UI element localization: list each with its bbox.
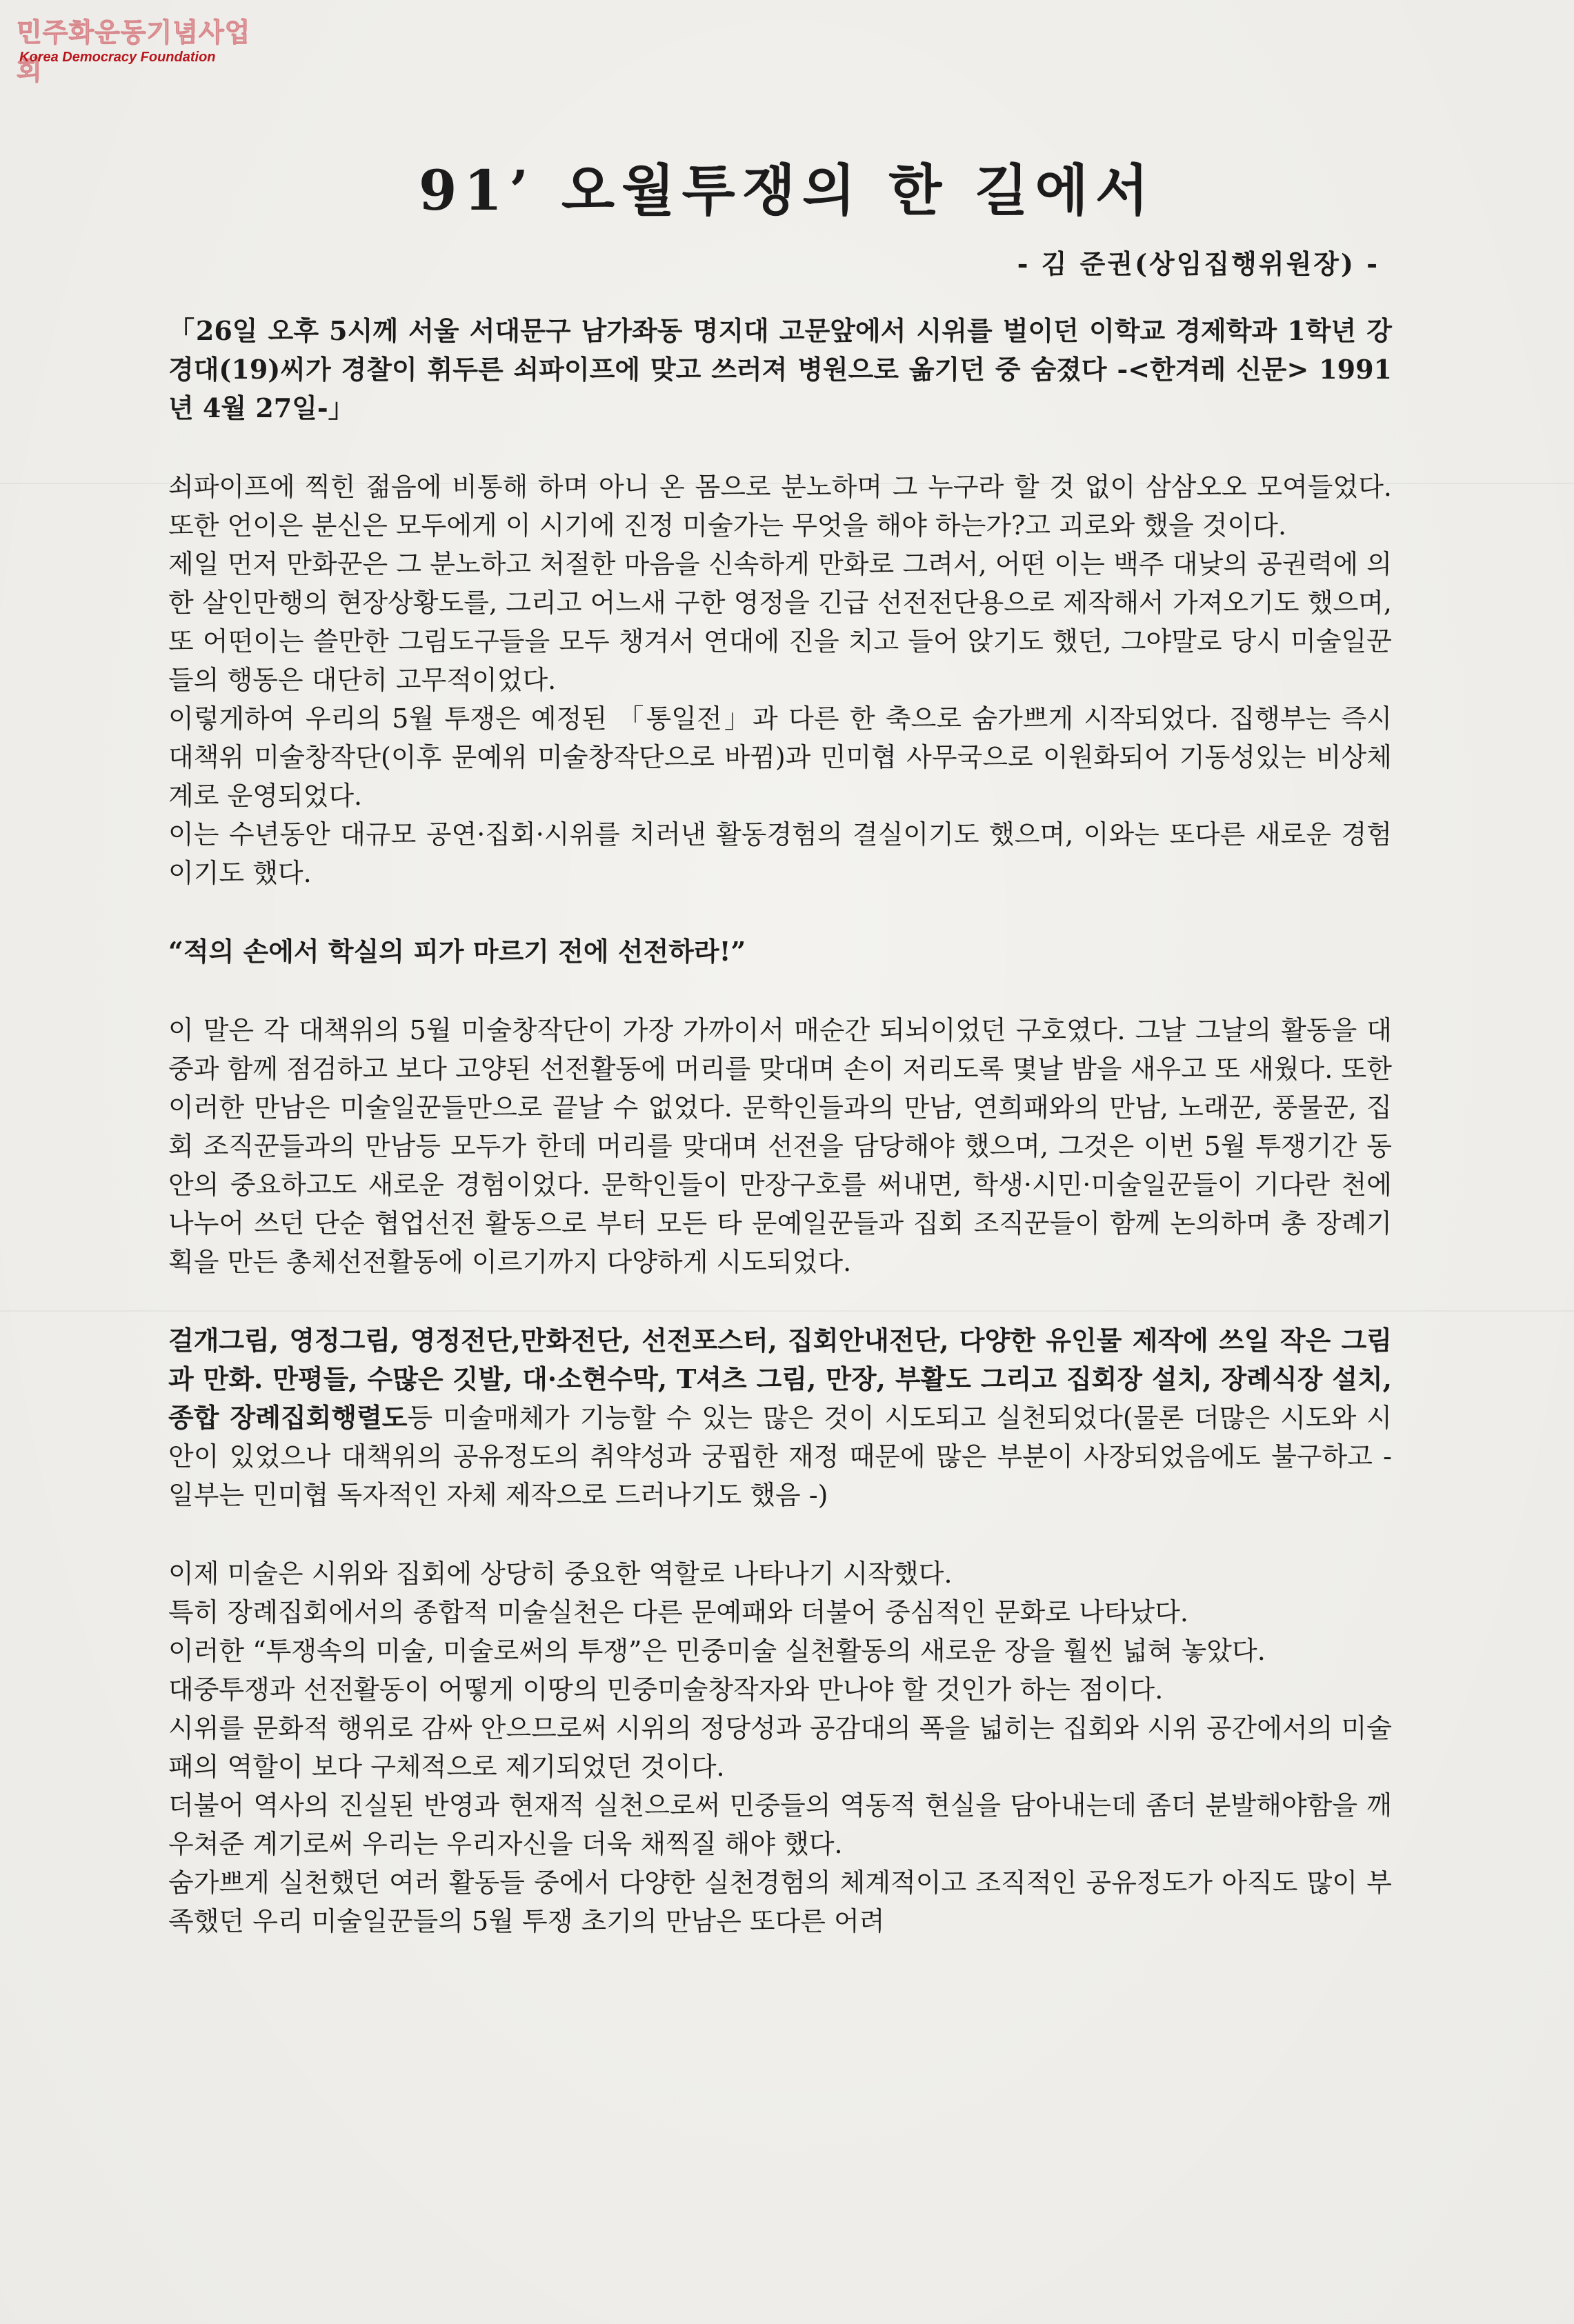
body-paragraph: 이제 미술은 시위와 집회에 상당히 중요한 역할로 나타나기 시작했다. bbox=[168, 1559, 953, 1589]
media-list-paragraph bbox=[168, 1321, 1392, 1514]
body-paragraph: 이 말은 각 대책위의 5월 미술창작단이 가장 가까이서 매순간 되뇌이었던 구호였다. 그날 그날의 활동을 대중과 함께 점검하고 보다 고양된 선전활동에 머리를 맞대며 손이 저리도록 몇날 밤을 새우고 또 새웠다. 또한 이러한 만남은 미술일꾼들만으로 끝날 수 없었다. 문학인들과의 만남, 연희패와의 만남, 노래꾼, 풍물꾼, 집회 조직꾼들과의 만남등 모두가 한데 머리를 맞대며 선전을 담당해야 했으며, 그것은 이번 5월 투쟁기간 동안의 중요하고도 새로운 경험이었다. 문학인들이 만장구호를 써내면, 학생·시민·미술일꾼들이 기다란 천에 나누어 쓰던 단순 협업선전 활동으로 부터 모든 타 문예일꾼들과 집회 조직꾼들이 함께 논의하며 총 장례기획을 만든 총체선전활동에 이르기까지 다양하게 시도되었다. bbox=[168, 1015, 1392, 1277]
body-paragraph: 특히 장례집회에서의 종합적 미술실천은 다른 문예패와 더불어 중심적인 문화로 나타났다. bbox=[168, 1597, 1188, 1627]
watermark-english: Korea Democracy Foundation bbox=[19, 50, 216, 65]
news-quote: 「26일 오후 5시께 서울 서대문구 남가좌동 명지대 고문앞에서 시위를 벌이던 이학교 경제학과 1학년 강경대(19)씨가 경찰이 휘두른 쇠파이프에 맞고 쓰러져 병원으로 옮기던 중 숨졌다 -<한겨레 신문> 1991년 4월 27일-」 bbox=[168, 315, 1392, 423]
author-line: - 김 준권(상임집행위원장) - bbox=[1017, 248, 1379, 279]
body-paragraph: 이렇게하여 우리의 5월 투쟁은 예정된 「통일전」과 다른 한 축으로 숨가쁘게 시작되었다. 집행부는 즉시 대책위 미술창작단(이후 문예위 미술창작단으로 바뀜)과 민미협 사무국으로 이원화되어 기동성있는 비상체계로 운영되었다. bbox=[168, 703, 1392, 811]
body-paragraph: 대중투쟁과 선전활동이 어떻게 이땅의 민중미술창작자와 만나야 할 것인가 하는 점이다. bbox=[168, 1674, 1164, 1705]
slogan-heading: “적의 손에서 학실의 피가 마르기 전에 선전하라!” bbox=[168, 936, 746, 967]
body-paragraph: 이러한 “투쟁속의 미술, 미술로써의 투쟁”은 민중미술 실천활동의 새로운 장을 훨씬 넓혀 놓았다. bbox=[168, 1636, 1266, 1666]
document-body bbox=[168, 312, 1392, 1941]
body-paragraph: 쇠파이프에 찍힌 젊음에 비통해 하며 아니 온 몸으로 분노하며 그 누구라 할 것 없이 삼삼오오 모여들었다. 또한 언이은 분신은 모두에게 이 시기에 진정 미술가는 무엇을 해야 하는가?고 괴로와 했을 것이다. bbox=[168, 472, 1392, 541]
body-paragraph: 시위를 문화적 행위로 감싸 안으므로써 시위의 정당성과 공감대의 폭을 넓히는 집회와 시위 공간에서의 미술패의 역할이 보다 구체적으로 제기되었던 것이다. bbox=[168, 1713, 1392, 1782]
body-paragraph: 이는 수년동안 대규모 공연·집회·시위를 치러낸 활동경험의 결실이기도 했으며, 이와는 또다른 새로운 경험이기도 했다. bbox=[168, 819, 1392, 888]
media-list-rest: 등 미술매체가 기능할 수 있는 많은 것이 시도되고 실천되었다(물론 더많은 시도와 시안이 있었으나 대책위의 공유정도의 취약성과 궁핍한 재정 때문에 많은 부분이 사장되었음에도 불구하고 - 일부는 민미협 독자적인 자체 제작으로 드러나기도 했음 -) bbox=[168, 1403, 1392, 1510]
watermark-logo bbox=[17, 8, 251, 86]
body-paragraph: 제일 먼저 만화꾼은 그 분노하고 처절한 마음을 신속하게 만화로 그려서, 어떤 이는 백주 대낮의 공권력에 의한 살인만행의 현장상황도를, 그리고 어느새 구한 영정을 긴급 선전전단용으로 제작해서 가져오기도 했으며, 또 어떤이는 쓸만한 그림도구들을 모두 챙겨서 연대에 진을 치고 들어 앉기도 했던, 그야말로 당시 미술일꾼들의 행동은 대단히 고무적이었다. bbox=[168, 549, 1392, 695]
body-paragraph: 더불어 역사의 진실된 반영과 현재적 실천으로써 민중들의 역동적 현실을 담아내는데 좀더 분발해야함을 깨우쳐준 계기로써 우리는 우리자신을 더욱 채찍질 해야 했다. bbox=[168, 1790, 1392, 1859]
watermark-korean: 민주화운동기념사업회 bbox=[17, 17, 251, 86]
document-title: 91’ 오월투쟁의 한 길에서 bbox=[418, 158, 1156, 223]
body-paragraph: 숨가쁘게 실천했던 여러 활동들 중에서 다양한 실천경험의 체계적이고 조직적인 공유정도가 아직도 많이 부족했던 우리 미술일꾼들의 5월 투쟁 초기의 만남은 또다른 어려 bbox=[168, 1867, 1392, 1936]
media-list-bold: 걸개그림, 영정그림, 영정전단,만화전단, 선전포스터, 집회안내전단, 다양한 유인물 제작에 쓰일 작은 그림과 만화. 만평들, 수많은 깃발, 대·소현수막, T셔츠 그림, 만장, 부활도 그리고 집회장 설치, 장례식장 설치, 종합 장례집회행렬도 bbox=[168, 1325, 1392, 1433]
